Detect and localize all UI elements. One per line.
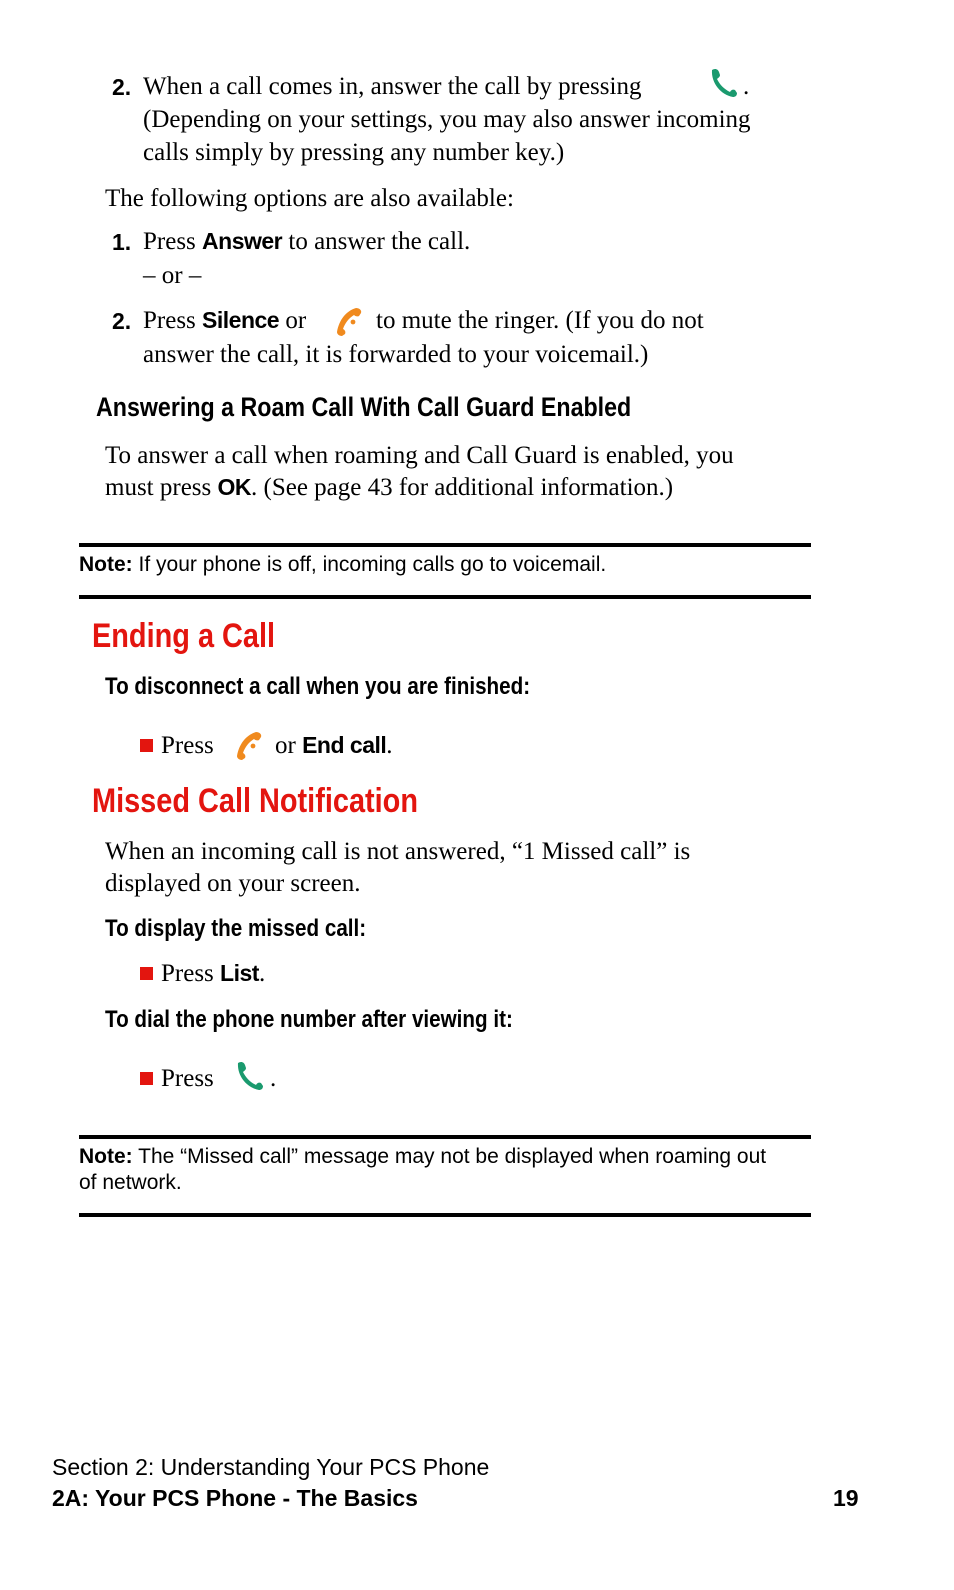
talk-key-icon xyxy=(706,66,740,100)
dial-number-subheading: To dial the phone number after viewing it: xyxy=(105,1006,513,1033)
note-box xyxy=(79,552,606,578)
bullet-item xyxy=(140,1062,214,1095)
bullet-square xyxy=(140,739,153,752)
option-post: to answer the call. xyxy=(288,228,471,255)
note-text: of network. xyxy=(79,1171,182,1194)
option-text xyxy=(143,304,306,337)
note-top-rule xyxy=(79,1135,811,1139)
missed-call-heading: Missed Call Notification xyxy=(92,782,418,820)
option-text xyxy=(143,225,470,258)
answer-key-label: Answer xyxy=(202,228,283,254)
step-text-end: . xyxy=(743,73,750,100)
option-post: to mute the ringer. (If you do not xyxy=(376,307,704,334)
bullet-item xyxy=(140,729,214,762)
footer-section: Section 2: Understanding Your PCS Phone xyxy=(52,1454,490,1480)
roam-post: . (See page 43 for additional information.) xyxy=(251,474,674,501)
ending-call-subheading: To disconnect a call when you are finished: xyxy=(105,673,531,700)
end-call-label: End call xyxy=(302,732,387,758)
missed-text-line: When an incoming call is not answered, “1 Missed call” is xyxy=(105,838,691,865)
option-pre: Press xyxy=(143,228,196,255)
note-label: Note: xyxy=(79,553,133,576)
option-pre: Press xyxy=(143,307,196,334)
bullet-post: . xyxy=(270,1065,277,1092)
step-text-line: (Depending on your settings, you may also answer incoming xyxy=(143,106,751,133)
option-number: 2. xyxy=(112,308,132,334)
roam-heading: Answering a Roam Call With Call Guard Enabled xyxy=(96,392,632,422)
bullet-square xyxy=(140,967,153,980)
bullet-rest xyxy=(275,729,393,762)
ending-call-heading: Ending a Call xyxy=(92,617,276,655)
bullet-mid: or xyxy=(275,732,296,759)
ok-key-label: OK xyxy=(217,474,251,500)
list-key-label: List xyxy=(220,960,259,986)
bullet-square xyxy=(140,1072,153,1085)
display-missed-subheading: To display the missed call: xyxy=(105,915,367,942)
talk-key-icon xyxy=(232,1059,266,1093)
step-text-line: calls simply by pressing any number key.) xyxy=(143,139,565,166)
note-bottom-rule xyxy=(79,1213,811,1217)
roam-text-line: To answer a call when roaming and Call Guard is enabled, you xyxy=(105,442,734,469)
note-top-rule xyxy=(79,543,811,547)
bullet-pre: Press xyxy=(161,960,214,987)
option-mid: or xyxy=(285,307,307,334)
option-text-line: answer the call, it is forwarded to your voicemail.) xyxy=(143,341,649,368)
step-number: 2. xyxy=(112,74,132,100)
note-box xyxy=(79,1144,814,1196)
note-text: The “Missed call” message may not be displayed when roaming out xyxy=(138,1145,767,1168)
note-bottom-rule xyxy=(79,595,811,599)
bullet-pre: Press xyxy=(161,732,214,759)
note-label: Note: xyxy=(79,1145,133,1168)
bullet-item xyxy=(140,957,265,990)
footer-chapter: 2A: Your PCS Phone - The Basics xyxy=(52,1485,418,1511)
or-separator: – or – xyxy=(143,262,202,289)
step-text-line: When a call comes in, answer the call by pressing xyxy=(143,73,642,100)
note-text: If your phone is off, incoming calls go to voicemail. xyxy=(138,553,607,576)
roam-pre: must press xyxy=(105,474,212,501)
bullet-post: . xyxy=(386,732,393,759)
options-intro: The following options are also available: xyxy=(105,185,514,212)
end-key-icon xyxy=(332,305,366,337)
bullet-post: . xyxy=(258,960,266,987)
missed-text-line: displayed on your screen. xyxy=(105,870,361,897)
end-key-icon xyxy=(232,729,266,761)
roam-text-line xyxy=(105,471,673,504)
silence-key-label: Silence xyxy=(202,307,280,333)
page-number: 19 xyxy=(833,1485,859,1511)
bullet-pre: Press xyxy=(161,1065,214,1092)
option-number: 1. xyxy=(112,229,132,255)
